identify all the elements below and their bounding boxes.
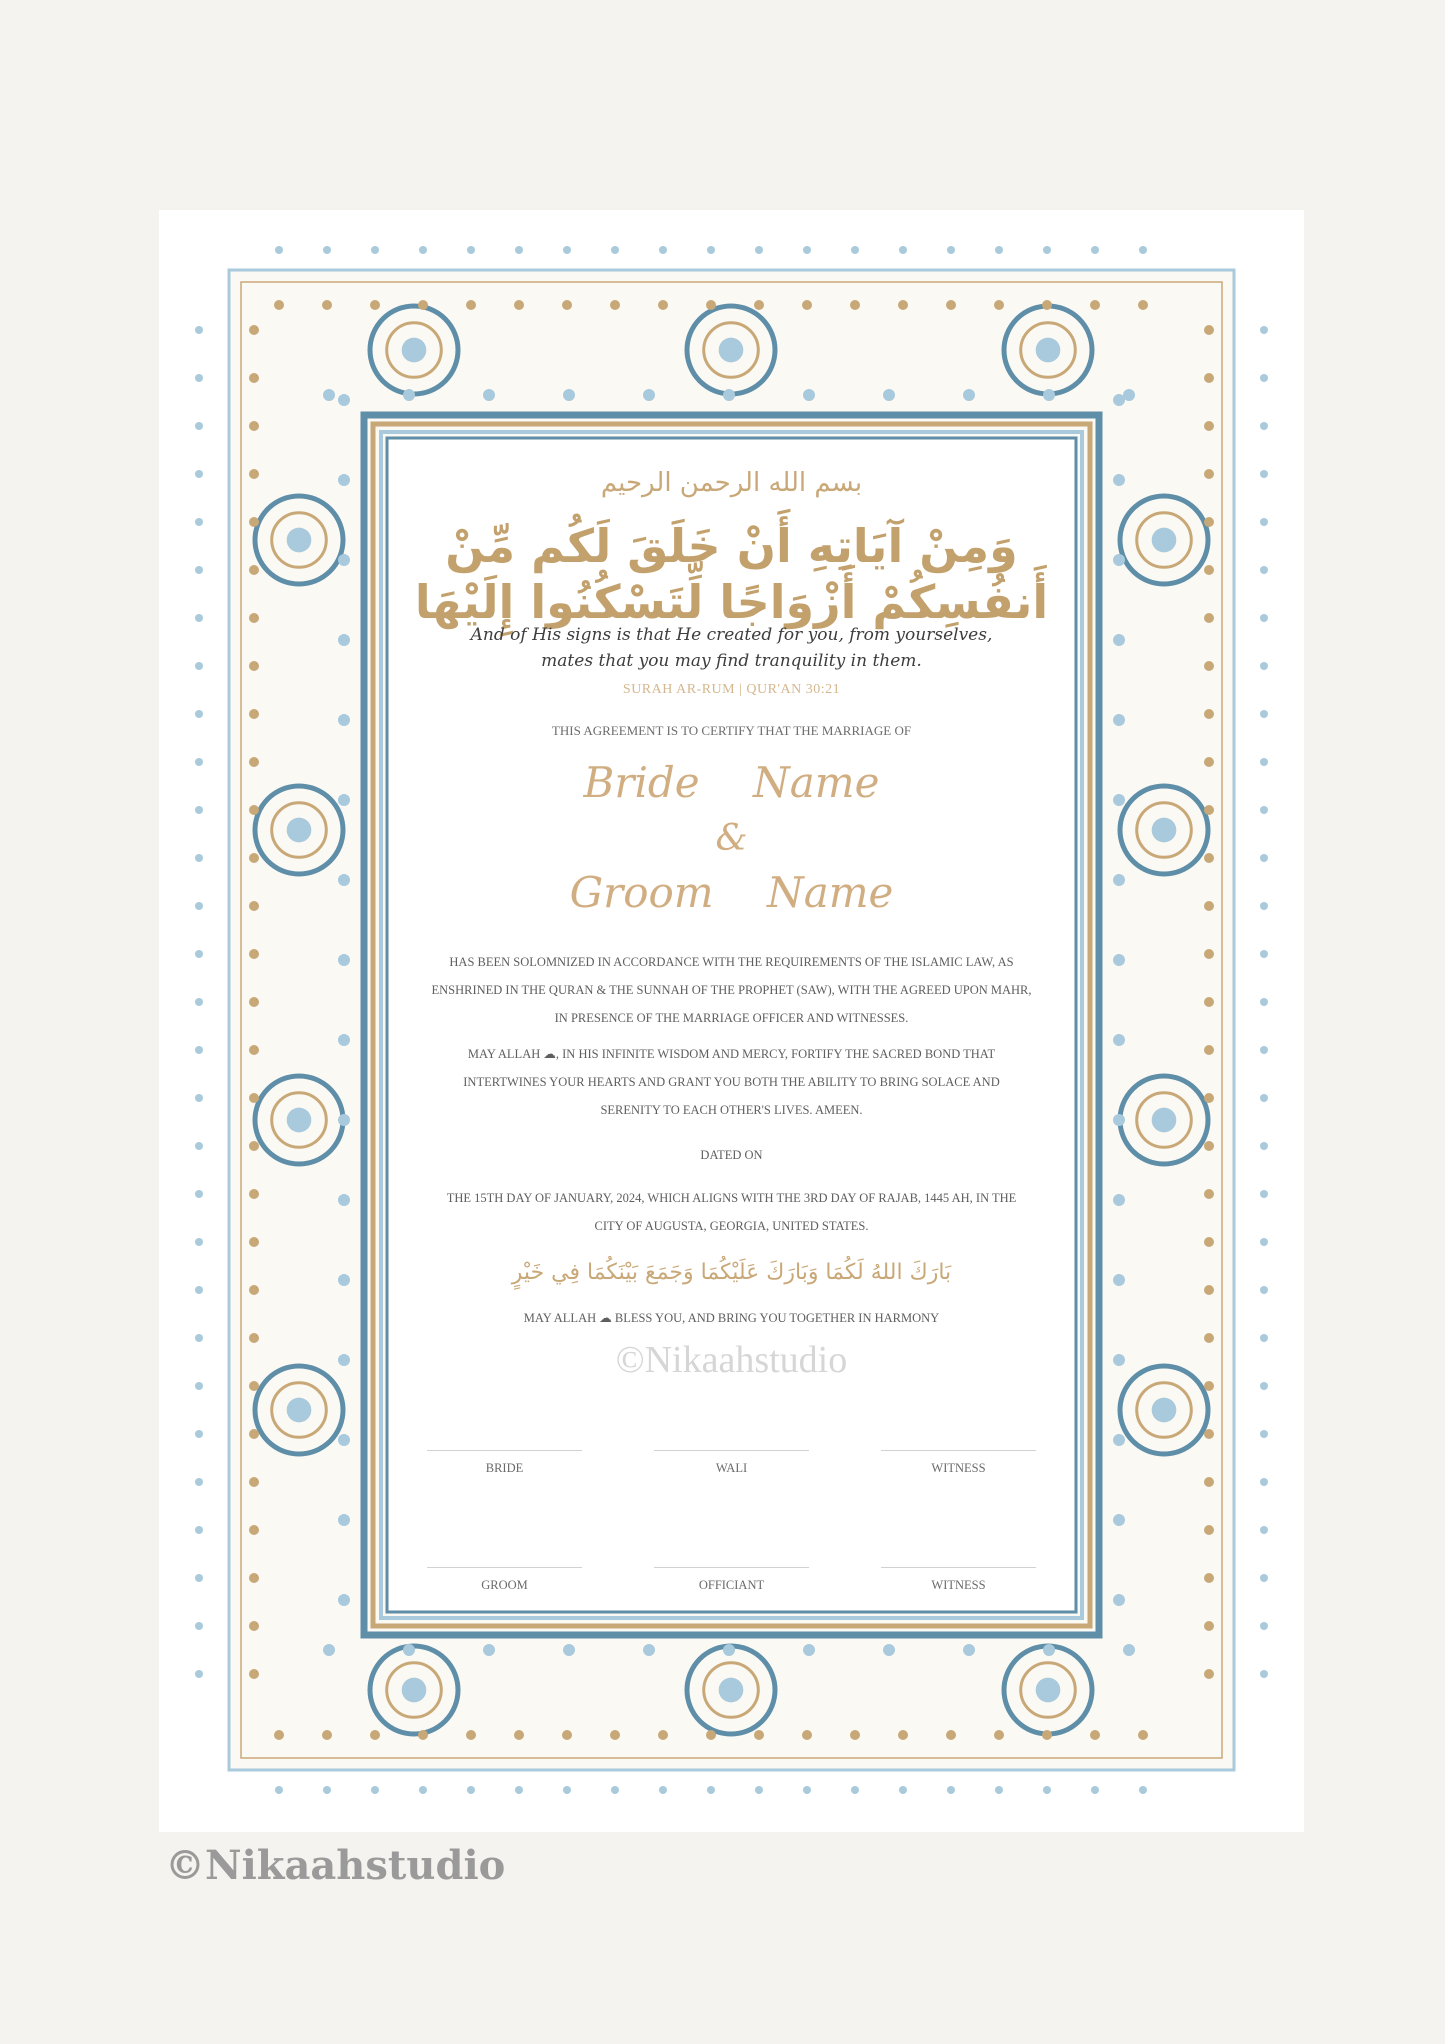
ornament-dot — [249, 373, 259, 383]
signature-label: WALI — [715, 1461, 748, 1475]
ornament-dot — [275, 246, 283, 254]
ornament-dot — [1260, 566, 1268, 574]
ornament-dot — [338, 794, 350, 806]
ornament-dot — [403, 1644, 415, 1656]
ornament-dot — [707, 246, 715, 254]
ornament-dot — [659, 1786, 667, 1794]
ornament-dot — [467, 246, 475, 254]
ornament-dot — [1113, 1514, 1125, 1526]
ornament-dot — [274, 1730, 284, 1740]
ornament-dot — [195, 470, 203, 478]
certify-text: THIS AGREEMENT IS TO CERTIFY THAT THE MARRIAGE OF — [551, 723, 912, 738]
ornament-dot — [610, 1730, 620, 1740]
ornament-dot — [515, 246, 523, 254]
ornament-dot — [249, 853, 259, 863]
ornament-dot — [195, 1046, 203, 1054]
ornament-dot — [1113, 394, 1125, 406]
ornament-dot — [1204, 1429, 1214, 1439]
ornament-dot — [1043, 246, 1051, 254]
ornament-dot — [1260, 1622, 1268, 1630]
ornament-dot — [195, 1478, 203, 1486]
ornament-dot — [754, 300, 764, 310]
ornament-dot — [947, 1786, 955, 1794]
ornament-dot — [249, 757, 259, 767]
ornament-dot — [195, 1670, 203, 1678]
verse-line-1: And of His signs is that He created for you, from yourselves, — [470, 625, 993, 645]
ornament-dot — [1260, 998, 1268, 1006]
ornament-dot — [371, 1786, 379, 1794]
ornament-dot — [851, 246, 859, 254]
ornament-dot — [249, 1621, 259, 1631]
ornament-dot — [338, 1034, 350, 1046]
ornament-dot — [1139, 1786, 1147, 1794]
ornament-dot — [466, 1730, 476, 1740]
ornament-dot — [515, 1786, 523, 1794]
ornament-dot — [338, 634, 350, 646]
ornament-dot — [195, 374, 203, 382]
signature-line — [881, 1567, 1036, 1568]
ornament-dot — [338, 1594, 350, 1606]
signature-officiant — [654, 1567, 809, 1593]
ornament-dot — [850, 300, 860, 310]
ornament-dot — [323, 246, 331, 254]
ornament-dot — [1113, 554, 1125, 566]
ornament-dot — [1204, 421, 1214, 431]
ornament-dot — [338, 474, 350, 486]
ornament-dot — [338, 1354, 350, 1366]
verse-reference: SURAH AR-RUM | QUR'AN 30:21 — [622, 682, 841, 697]
ornament-dot — [1113, 634, 1125, 646]
ornament-dot — [563, 246, 571, 254]
ornament-dot — [195, 518, 203, 526]
signature-line — [654, 1567, 809, 1568]
ornament-dot — [1113, 1114, 1125, 1126]
ornament-dot — [338, 954, 350, 966]
ampersand: & — [715, 818, 748, 859]
ornament-dot — [1204, 517, 1214, 527]
ornament-dot — [1091, 246, 1099, 254]
ornament-dot — [706, 1730, 716, 1740]
ornament-dot — [1260, 806, 1268, 814]
ornament-dot — [249, 325, 259, 335]
signature-label: OFFICIANT — [698, 1578, 765, 1592]
ornament-dot — [249, 949, 259, 959]
ornament-dot — [946, 1730, 956, 1740]
ornament-dot — [1260, 1670, 1268, 1678]
ornament-dot — [706, 300, 716, 310]
ornament-dot — [963, 389, 975, 401]
ornament-dot — [1260, 1430, 1268, 1438]
ornament-dot — [994, 1730, 1004, 1740]
ornament-dot — [1260, 470, 1268, 478]
ornament-dot — [883, 389, 895, 401]
ornament-dot — [195, 1430, 203, 1438]
ornament-dot — [275, 1786, 283, 1794]
dated-on-label: DATED ON — [700, 1148, 763, 1162]
ornament-dot — [1204, 1573, 1214, 1583]
ornament-dot — [195, 566, 203, 574]
ornament-dot — [338, 1514, 350, 1526]
ornament-dot — [195, 326, 203, 334]
ornament-dot — [1204, 565, 1214, 575]
ornament-dot — [249, 613, 259, 623]
ornament-dot — [1204, 997, 1214, 1007]
ornament-dot — [249, 997, 259, 1007]
ornament-dot — [1113, 874, 1125, 886]
ornament-dot — [195, 998, 203, 1006]
ornament-dot — [995, 246, 1003, 254]
ornament-dot — [249, 421, 259, 431]
ornament-dot — [659, 246, 667, 254]
ornament-dot — [1260, 950, 1268, 958]
signature-label: GROOM — [481, 1578, 528, 1592]
ornament-dot — [946, 300, 956, 310]
ornament-dot — [1043, 1644, 1055, 1656]
ornament-dot — [803, 246, 811, 254]
date-paragraph: THE 15TH DAY OF JANUARY, 2024, WHICH ALIGNS WITH THE 3RD DAY OF RAJAB, 1445 AH, IN THE CITY OF AUGUSTA, GEORGIA, UNITED STATES. — [446, 1191, 1017, 1233]
ornament-dot — [899, 1786, 907, 1794]
ornament-dot — [1090, 1730, 1100, 1740]
signature-label: WITNESS — [931, 1578, 986, 1592]
ornament-dot — [1139, 246, 1147, 254]
ornament-dot — [1204, 1525, 1214, 1535]
ornament-dot — [562, 1730, 572, 1740]
ornament-dot — [195, 1142, 203, 1150]
ornament-dot — [803, 389, 815, 401]
ornament-dot — [643, 389, 655, 401]
ornament-dot — [1113, 1194, 1125, 1206]
ornament-dot — [249, 469, 259, 479]
ornament-dot — [1204, 949, 1214, 959]
verse-translation — [459, 622, 1004, 674]
ornament-dot — [1204, 1285, 1214, 1295]
ornament-dot — [995, 1786, 1003, 1794]
ornament-dot — [419, 246, 427, 254]
arabic-blessing: بَارَكَ اللهُ لَكُمَا وَبَارَكَ عَلَيْكُمَا وَجَمَعَ بَيْنَكُمَا فِي خَيْرٍ — [511, 1260, 952, 1285]
ornament-dot — [195, 854, 203, 862]
ornament-dot — [1260, 1190, 1268, 1198]
ornament-dot — [249, 1477, 259, 1487]
ornament-dot — [1204, 805, 1214, 815]
ornament-dot — [1204, 325, 1214, 335]
ornament-dot — [1113, 1434, 1125, 1446]
ornament-dot — [1043, 389, 1055, 401]
ornament-dot — [1113, 1354, 1125, 1366]
ornament-dot — [1204, 1045, 1214, 1055]
ornament-dot — [803, 1644, 815, 1656]
signature-witness-2 — [881, 1567, 1036, 1593]
ornament-dot — [1204, 901, 1214, 911]
ornament-dot — [755, 246, 763, 254]
ornament-dot — [195, 950, 203, 958]
ornament-dot — [1204, 709, 1214, 719]
ornament-dot — [249, 565, 259, 575]
signature-label: BRIDE — [485, 1461, 524, 1475]
ornament-dot — [338, 1274, 350, 1286]
ornament-dot — [195, 662, 203, 670]
ornament-dot — [195, 422, 203, 430]
ornament-dot — [322, 300, 332, 310]
ornament-dot — [723, 1644, 735, 1656]
ornament-dot — [1260, 1478, 1268, 1486]
ornament-dot — [195, 758, 203, 766]
ornament-dot — [249, 517, 259, 527]
signature-line — [654, 1450, 809, 1451]
signature-line — [427, 1450, 582, 1451]
bride-name: Bride Name — [583, 758, 880, 807]
ornament-dot — [249, 1093, 259, 1103]
ornament-dot — [1204, 1381, 1214, 1391]
ornament-dot — [195, 1286, 203, 1294]
signature-witness-1 — [881, 1450, 1036, 1476]
ornament-dot — [1113, 474, 1125, 486]
ornament-dot — [1260, 902, 1268, 910]
ornament-dot — [994, 300, 1004, 310]
ornament-dot — [563, 1786, 571, 1794]
ornament-dot — [249, 1525, 259, 1535]
ornament-dot — [1138, 300, 1148, 310]
ornament-dot — [1042, 300, 1052, 310]
ornament-dot — [1091, 1786, 1099, 1794]
ornament-dot — [1260, 710, 1268, 718]
ornament-dot — [274, 300, 284, 310]
ornament-dot — [418, 1730, 428, 1740]
ornament-dot — [1260, 1094, 1268, 1102]
ornament-dot — [1260, 1238, 1268, 1246]
ornament-dot — [898, 300, 908, 310]
ornament-dot — [249, 901, 259, 911]
ornament-dot — [514, 1730, 524, 1740]
ornament-dot — [1113, 1274, 1125, 1286]
verse-line-2: mates that you may find tranquility in them. — [541, 651, 922, 671]
ornament-dot — [1204, 613, 1214, 623]
ornament-dot — [249, 805, 259, 815]
ornament-dot — [338, 1114, 350, 1126]
ornament-dot — [249, 661, 259, 671]
ornament-dot — [707, 1786, 715, 1794]
ornament-dot — [338, 714, 350, 726]
ornament-dot — [514, 300, 524, 310]
ornament-dot — [338, 1434, 350, 1446]
certificate-body — [389, 440, 1074, 1610]
ornament-dot — [1090, 300, 1100, 310]
ornament-dot — [249, 1141, 259, 1151]
prayer-paragraph: MAY ALLAH ☁, IN HIS INFINITE WISDOM AND MERCY, FORTIFY THE SACRED BOND THAT INTERTWINES YOUR HEARTS AND GRANT YOU BOTH THE ABILITY TO BRING SOLACE AND SERENITY TO EACH OTHER'S LIVES. AMEEN. — [463, 1047, 1000, 1117]
ornament-dot — [610, 300, 620, 310]
certificate-sheet — [159, 210, 1304, 1832]
footer-watermark: ©Nikaahstudio — [165, 1842, 506, 1889]
ornament-dot — [467, 1786, 475, 1794]
ornament-dot — [1204, 1477, 1214, 1487]
ornament-dot — [195, 1574, 203, 1582]
ornament-dot — [1204, 1621, 1214, 1631]
ornament-dot — [195, 902, 203, 910]
ornament-dot — [755, 1786, 763, 1794]
ornament-dot — [1204, 1237, 1214, 1247]
inner-watermark: ©Nikaahstudio — [615, 1339, 848, 1381]
ornament-dot — [899, 246, 907, 254]
ornament-dot — [562, 300, 572, 310]
signature-line — [881, 1450, 1036, 1451]
ornament-dot — [803, 1786, 811, 1794]
ornament-dot — [1204, 757, 1214, 767]
quran-verse-calligraphy: وَمِنْ آيَاتِهِ أَنْ خَلَقَ لَكُم مِّنْ أَنفُسِكُمْ أَزْوَاجًا لِّتَسْكُنُوا إِلَيْهَا — [414, 519, 1049, 629]
ornament-dot — [1204, 1141, 1214, 1151]
ornament-dot — [658, 300, 668, 310]
ornament-dot — [802, 1730, 812, 1740]
ornament-dot — [1260, 422, 1268, 430]
signature-wali — [654, 1450, 809, 1476]
ornament-dot — [419, 1786, 427, 1794]
bismillah-calligraphy: بسم الله الرحمن الرحيم — [600, 468, 863, 498]
ornament-dot — [1113, 794, 1125, 806]
ornament-dot — [338, 874, 350, 886]
ornament-dot — [323, 389, 335, 401]
signature-groom — [427, 1567, 582, 1593]
ornament-dot — [963, 1644, 975, 1656]
ornament-dot — [370, 300, 380, 310]
ornament-dot — [563, 1644, 575, 1656]
ornament-dot — [947, 246, 955, 254]
ornament-dot — [323, 1644, 335, 1656]
ornament-dot — [1204, 853, 1214, 863]
ornament-dot — [1260, 1334, 1268, 1342]
ornament-dot — [249, 1285, 259, 1295]
ornament-dot — [898, 1730, 908, 1740]
ornament-dot — [1260, 662, 1268, 670]
ornament-dot — [850, 1730, 860, 1740]
ornament-dot — [1204, 661, 1214, 671]
ornament-dot — [249, 1237, 259, 1247]
ornament-dot — [851, 1786, 859, 1794]
ornament-dot — [195, 1526, 203, 1534]
signature-label: WITNESS — [931, 1461, 986, 1475]
ornament-dot — [1260, 1286, 1268, 1294]
ornament-dot — [1260, 1526, 1268, 1534]
ornament-dot — [883, 1644, 895, 1656]
ornament-dot — [1204, 1093, 1214, 1103]
ornament-dot — [249, 1333, 259, 1343]
ornament-dot — [1113, 1034, 1125, 1046]
ornament-dot — [249, 709, 259, 719]
ornament-dot — [1260, 374, 1268, 382]
ornament-dot — [1260, 614, 1268, 622]
ornament-dot — [195, 1382, 203, 1390]
ornament-dot — [723, 389, 735, 401]
ornament-dot — [1260, 1142, 1268, 1150]
ornament-dot — [611, 246, 619, 254]
ornament-dot — [249, 1189, 259, 1199]
ornament-dot — [483, 1644, 495, 1656]
ornament-dot — [1260, 1574, 1268, 1582]
ornament-dot — [403, 389, 415, 401]
ornament-dot — [1260, 326, 1268, 334]
ornament-dot — [338, 394, 350, 406]
blessing-text: MAY ALLAH ☁ BLESS YOU, AND BRING YOU TOGETHER IN HARMONY — [523, 1311, 940, 1325]
ornament-dot — [195, 1334, 203, 1342]
ornament-dot — [195, 1094, 203, 1102]
ornament-dot — [1138, 1730, 1148, 1740]
ornament-dot — [249, 1381, 259, 1391]
ornament-dot — [1204, 469, 1214, 479]
signature-line — [427, 1567, 582, 1568]
ornament-dot — [249, 1669, 259, 1679]
ornament-dot — [195, 710, 203, 718]
ornament-dot — [195, 1238, 203, 1246]
ornament-dot — [418, 300, 428, 310]
ornament-dot — [1113, 1594, 1125, 1606]
ornament-dot — [1260, 1046, 1268, 1054]
ornament-dot — [643, 1644, 655, 1656]
ornament-dot — [1043, 1786, 1051, 1794]
ornament-dot — [1042, 1730, 1052, 1740]
ornament-dot — [338, 554, 350, 566]
ornament-dot — [322, 1730, 332, 1740]
ornament-dot — [1260, 758, 1268, 766]
ornament-dot — [1113, 954, 1125, 966]
ornament-dot — [1204, 1669, 1214, 1679]
signature-bride — [427, 1450, 582, 1476]
solemnization-paragraph: HAS BEEN SOLOMNIZED IN ACCORDANCE WITH THE REQUIREMENTS OF THE ISLAMIC LAW, AS ENSHRINED IN THE QURAN & THE SUNNAH OF THE PROPHET (SAW), WITH THE AGREED UPON MAHR, IN PRESENCE OF THE MARRIAGE OFFICER AND WITNESSES. — [431, 955, 1032, 1025]
groom-name: Groom Name — [569, 868, 894, 917]
ornament-dot — [1260, 1382, 1268, 1390]
ornament-dot — [195, 806, 203, 814]
ornament-dot — [195, 1622, 203, 1630]
ornament-dot — [249, 1573, 259, 1583]
ornament-dot — [370, 1730, 380, 1740]
ornament-dot — [1204, 1189, 1214, 1199]
ornament-dot — [563, 389, 575, 401]
ornament-dot — [249, 1429, 259, 1439]
ornament-dot — [1260, 518, 1268, 526]
ornament-dot — [1260, 854, 1268, 862]
ornament-dot — [371, 246, 379, 254]
ornament-dot — [338, 1194, 350, 1206]
ornament-dot — [1204, 1333, 1214, 1343]
ornament-dot — [195, 614, 203, 622]
ornament-dot — [323, 1786, 331, 1794]
ornament-dot — [483, 389, 495, 401]
ornament-dot — [754, 1730, 764, 1740]
ornament-dot — [249, 1045, 259, 1055]
ornament-dot — [466, 300, 476, 310]
ornament-dot — [611, 1786, 619, 1794]
ornament-dot — [658, 1730, 668, 1740]
ornament-dot — [1204, 373, 1214, 383]
ornament-dot — [1113, 714, 1125, 726]
ornament-dot — [1123, 1644, 1135, 1656]
ornament-dot — [802, 300, 812, 310]
ornament-dot — [195, 1190, 203, 1198]
